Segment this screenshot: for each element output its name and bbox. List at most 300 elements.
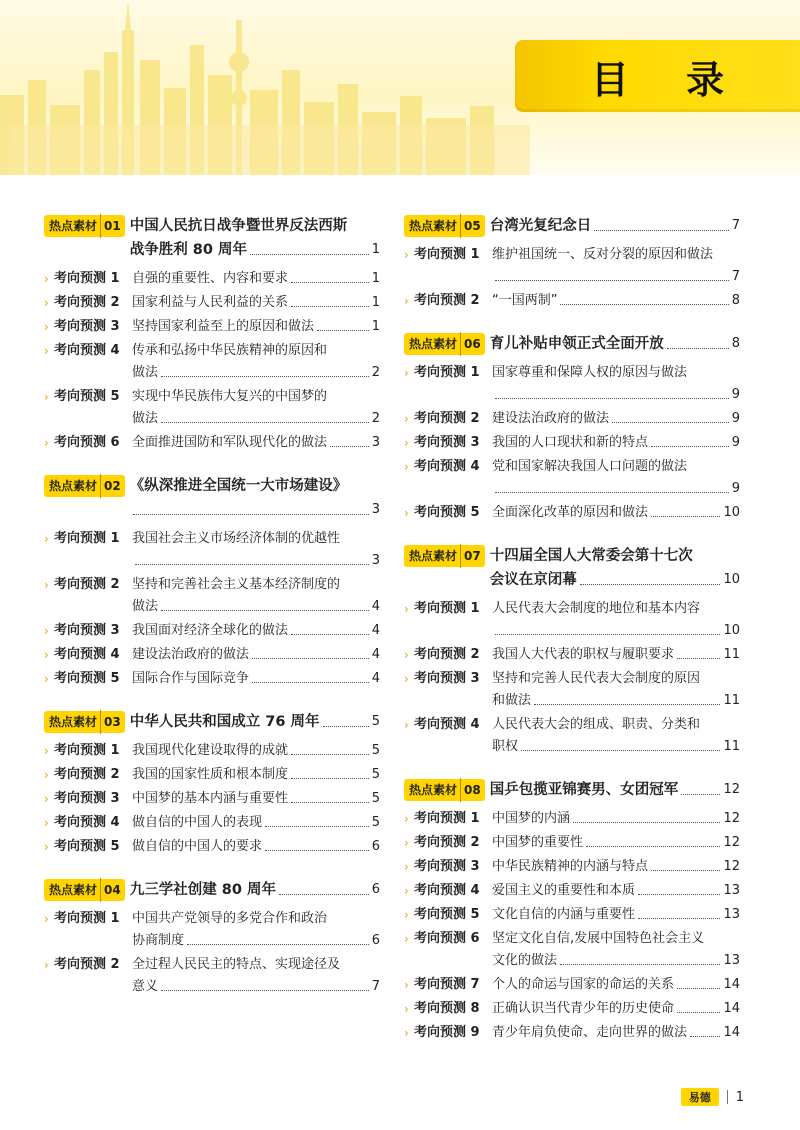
exam-forecast-topic [492,904,740,926]
dot-leader [187,944,369,945]
exam-forecast-text: 个人的命运与国家的命运的关系 [492,977,675,992]
hot-topic-entry[interactable] [404,778,740,802]
exam-forecast-item[interactable] [44,644,380,666]
toc-section [44,710,380,858]
dot-leader [495,280,729,281]
hot-topic-title [490,778,740,802]
exam-forecast-text: 文化自信的内涵与重要性 [492,907,636,922]
exam-forecast-text: 文化的做法 [492,953,558,968]
exam-forecast-text: 做自信的中国人的要求 [132,839,263,854]
exam-forecast-item[interactable] [44,574,380,618]
bullet-icon: › [44,912,49,926]
bullet-icon: › [44,744,49,758]
exam-forecast-topic [132,316,380,338]
exam-forecast-line [492,736,740,758]
hot-topic-title-text: 十四届全国人大常委会第十七次 [489,548,693,564]
exam-forecast-item[interactable] [404,714,740,758]
exam-forecast-topic [132,764,380,786]
page-ref: 3 [371,435,380,450]
hot-topic-tag-label: 热点素材 [409,549,458,563]
exam-forecast-item[interactable] [404,456,740,500]
page-ref: 4 [371,623,380,638]
dot-leader [560,304,728,305]
page-ref: 8 [731,293,740,308]
exam-forecast-line [132,432,380,454]
exam-forecast-line [132,788,380,810]
dot-leader [534,704,720,705]
exam-forecast-text: 坚持和完善社会主义基本经济制度的 [132,577,341,592]
exam-forecast-label: 考向预测 4 [414,717,480,732]
exam-forecast-line [132,292,380,314]
page-ref: 7 [731,218,740,233]
exam-forecast-line [492,456,740,478]
exam-forecast-text: 青少年肩负使命、走向世界的做法 [492,1025,688,1040]
title-banner [515,40,800,112]
exam-forecast-label: 考向预测 2 [414,293,480,308]
page-ref: 5 [371,815,380,830]
bullet-icon: › [44,768,49,782]
exam-forecast-line [132,954,380,976]
bullet-icon: › [404,932,409,946]
hot-topic-title-text: 台湾光复纪念日 [489,218,592,234]
exam-forecast-topic [132,340,380,384]
page-ref: 5 [371,743,380,758]
exam-forecast-topic [132,668,380,690]
exam-forecast-item[interactable] [404,808,740,830]
exam-forecast-text: 做法 [132,599,159,614]
exam-forecast-topic [492,290,740,312]
exam-forecast-line [492,384,740,406]
page-ref: 7 [371,979,380,994]
hot-topic-entry[interactable] [44,878,380,902]
exam-forecast-label: 考向预测 5 [54,839,120,854]
dot-leader [638,894,720,895]
hot-topic-title [490,332,740,356]
exam-forecast-item[interactable] [404,408,740,430]
hot-topic-entry[interactable] [404,214,740,238]
hot-topic-entry[interactable] [404,544,740,592]
exam-forecast-line [492,432,740,454]
page-ref: 14 [723,1025,740,1040]
hot-topic-number: 06 [460,332,481,356]
exam-forecast-label: 考向预测 5 [54,389,120,404]
page-ref: 7 [731,269,740,284]
hot-topic-title-line [490,332,740,356]
exam-forecast-line [492,362,740,384]
exam-forecast-topic [492,456,740,500]
exam-forecast-text: 建设法治政府的做法 [132,647,250,662]
exam-forecast-item[interactable] [44,340,380,384]
exam-forecast-item[interactable] [404,998,740,1020]
hot-topic-title-text: 中华人民共和国成立 76 周年 [129,714,320,730]
page-ref: 2 [371,411,380,426]
exam-forecast-line [132,812,380,834]
page-ref: 9 [731,387,740,402]
bullet-icon: › [44,390,49,404]
exam-forecast-label: 考向预测 7 [414,977,480,992]
exam-forecast-item[interactable] [44,386,380,430]
hot-topic-tag [404,215,485,237]
bullet-icon: › [44,624,49,638]
exam-forecast-text: 职权 [492,739,519,754]
page-ref: 13 [723,953,740,968]
exam-forecast-text: 做法 [132,411,159,426]
hot-topic-title-line [130,214,380,238]
dot-leader [323,726,369,727]
hot-topic-tag-label: 热点素材 [409,219,458,233]
hot-topic-title-text: 中国人民抗日战争暨世界反法西斯 [129,218,348,234]
exam-forecast-topic [132,432,380,454]
exam-forecast-text: 坚定文化自信,发展中国特色社会主义 [492,931,705,946]
exam-forecast-label: 考向预测 2 [54,957,120,972]
exam-forecast-label: 考向预测 2 [414,835,480,850]
bullet-icon: › [44,436,49,450]
exam-forecast-label: 考向预测 3 [414,671,480,686]
bullet-icon: › [44,272,49,286]
toc-section [44,878,380,998]
page-ref: 2 [371,365,380,380]
exam-forecast-topic [132,528,380,572]
hot-topic-title [490,544,740,592]
exam-forecast-topic [132,908,380,952]
exam-forecast-list [404,808,740,1044]
exam-forecast-text: 建设法治政府的做法 [492,411,610,426]
exam-forecast-topic [492,714,740,758]
exam-forecast-item[interactable] [404,1022,740,1044]
exam-forecast-item[interactable] [404,904,740,926]
hot-topic-title-text: 国乒包揽亚锦赛男、女团冠军 [489,782,679,798]
dot-leader [638,918,720,919]
exam-forecast-topic [492,502,740,524]
exam-forecast-label: 考向预测 4 [54,647,120,662]
exam-forecast-line [132,836,380,858]
exam-forecast-text: 人民代表大会的组成、职责、分类和 [492,717,701,732]
exam-forecast-topic [132,292,380,314]
exam-forecast-item[interactable] [404,598,740,642]
page-number: 1 [735,1089,744,1105]
bullet-icon: › [404,506,409,520]
exam-forecast-item[interactable] [404,974,740,996]
hot-topic-number: 03 [100,710,121,734]
exam-forecast-list [404,362,740,524]
exam-forecast-topic [492,808,740,830]
exam-forecast-text: 国家尊重和保障人权的原因与做法 [492,365,688,380]
exam-forecast-line [492,832,740,854]
dot-leader [133,514,369,515]
exam-forecast-item[interactable] [44,528,380,572]
page-ref: 14 [723,1001,740,1016]
exam-forecast-label: 考向预测 1 [414,247,480,262]
page-ref: 12 [723,835,740,850]
exam-forecast-line [132,764,380,786]
exam-forecast-item[interactable] [404,856,740,878]
bullet-icon: › [404,860,409,874]
exam-forecast-item[interactable] [44,316,380,338]
exam-forecast-line [492,620,740,642]
exam-forecast-label: 考向预测 9 [414,1025,480,1040]
exam-forecast-label: 考向预测 1 [54,531,120,546]
exam-forecast-text: 全面推进国防和军队现代化的做法 [132,435,328,450]
toc-section [404,544,740,758]
exam-forecast-item[interactable] [44,432,380,454]
page-ref: 11 [723,647,740,662]
exam-forecast-label: 考向预测 5 [54,671,120,686]
exam-forecast-text: 我国面对经济全球化的做法 [132,623,289,638]
toc-section [404,778,740,1044]
page-ref: 10 [723,572,740,587]
exam-forecast-label: 考向预测 1 [414,811,480,826]
exam-forecast-item[interactable] [44,668,380,690]
dot-leader [252,658,369,659]
hot-topic-tag-label: 热点素材 [49,883,98,897]
exam-forecast-text: 国家利益与人民利益的关系 [132,295,289,310]
page-ref: 9 [731,481,740,496]
exam-forecast-text: 坚持和完善人民代表大会制度的原因 [492,671,701,686]
dot-leader [265,850,369,851]
hot-topic-number: 04 [100,878,121,902]
dot-leader [161,422,369,423]
exam-forecast-label: 考向预测 5 [414,505,480,520]
hot-topic-title [130,878,380,902]
exam-forecast-item[interactable] [44,788,380,810]
bullet-icon: › [404,412,409,426]
dot-leader [161,376,369,377]
dot-leader [560,964,720,965]
hot-topic-title [490,214,740,238]
dot-leader [495,398,729,399]
exam-forecast-topic [492,668,740,712]
exam-forecast-line [492,950,740,972]
exam-forecast-text: 实现中华民族伟大复兴的中国梦的 [132,389,328,404]
bullet-icon: › [404,648,409,662]
exam-forecast-topic [492,408,740,430]
exam-forecast-line [492,904,740,926]
hot-topic-title-text: 《纵深推进全国统一大市场建设》 [129,478,348,494]
exam-forecast-text: 意义 [132,979,159,994]
exam-forecast-list [44,268,380,454]
exam-forecast-item[interactable] [404,244,740,288]
exam-forecast-topic [132,836,380,858]
dot-leader [161,990,369,991]
exam-forecast-topic [492,1022,740,1044]
exam-forecast-label: 考向预测 3 [414,435,480,450]
exam-forecast-item[interactable] [44,954,380,998]
exam-forecast-label: 考向预测 2 [54,295,120,310]
hot-topic-entry[interactable] [44,474,380,522]
bullet-icon: › [44,296,49,310]
exam-forecast-line [132,740,380,762]
hot-topic-entry[interactable] [44,710,380,734]
page-ref: 1 [371,295,380,310]
dot-leader [279,894,369,895]
exam-forecast-text: 爱国主义的重要性和本质 [492,883,636,898]
exam-forecast-line [132,550,380,572]
exam-forecast-label: 考向预测 1 [414,601,480,616]
footer-divider [727,1090,728,1104]
dot-leader [291,634,369,635]
bullet-icon: › [404,460,409,474]
exam-forecast-text: 做法 [132,365,159,380]
exam-forecast-line [492,266,740,288]
exam-forecast-text: “一国两制” [492,293,558,308]
exam-forecast-line [492,290,740,312]
exam-forecast-line [132,268,380,290]
exam-forecast-text: 我国社会主义市场经济体制的优越性 [132,531,341,546]
exam-forecast-text: 我国的国家性质和根本制度 [132,767,289,782]
bullet-icon: › [404,436,409,450]
hot-topic-tag-label: 热点素材 [49,715,98,729]
exam-forecast-text: 我国的人口现状和新的特点 [492,435,649,450]
exam-forecast-text: 中国梦的基本内涵与重要性 [132,791,289,806]
page-ref: 5 [371,767,380,782]
exam-forecast-list [44,740,380,858]
exam-forecast-item[interactable] [44,268,380,290]
exam-forecast-text: 我国现代化建设取得的成就 [132,743,289,758]
page-ref: 8 [731,336,740,351]
exam-forecast-item[interactable] [44,908,380,952]
exam-forecast-line [492,714,740,736]
exam-forecast-label: 考向预测 3 [54,623,120,638]
exam-forecast-item[interactable] [404,644,740,666]
page-ref: 13 [723,907,740,922]
exam-forecast-line [132,668,380,690]
exam-forecast-topic [492,880,740,902]
exam-forecast-line [492,478,740,500]
dot-leader [495,492,729,493]
exam-forecast-text: 自强的重要性、内容和要求 [132,271,289,286]
exam-forecast-topic [492,928,740,972]
exam-forecast-line [132,644,380,666]
bullet-icon: › [404,1026,409,1040]
exam-forecast-item[interactable] [44,836,380,858]
exam-forecast-label: 考向预测 2 [414,647,480,662]
hot-topic-tag [404,333,485,355]
exam-forecast-topic [132,812,380,834]
dot-leader [681,794,720,795]
bullet-icon: › [44,344,49,358]
page-ref: 9 [731,411,740,426]
exam-forecast-item[interactable] [44,764,380,786]
exam-forecast-text: 人民代表大会制度的地位和基本内容 [492,601,701,616]
exam-forecast-item[interactable] [404,362,740,406]
exam-forecast-list [44,908,380,998]
exam-forecast-topic [132,620,380,642]
exam-forecast-topic [492,432,740,454]
exam-forecast-line [492,644,740,666]
bullet-icon: › [404,602,409,616]
bullet-icon: › [404,718,409,732]
exam-forecast-item[interactable] [44,620,380,642]
exam-forecast-item[interactable] [404,502,740,524]
bullet-icon: › [44,648,49,662]
exam-forecast-text: 做自信的中国人的表现 [132,815,263,830]
exam-forecast-text: 全面深化改革的原因和做法 [492,505,649,520]
exam-forecast-line [132,908,380,930]
exam-forecast-topic [492,998,740,1020]
hot-topic-tag-label: 热点素材 [49,479,98,493]
exam-forecast-line [132,620,380,642]
exam-forecast-text: 中国梦的内涵 [492,811,571,826]
exam-forecast-line [492,998,740,1020]
exam-forecast-item[interactable] [44,812,380,834]
exam-forecast-line [492,1022,740,1044]
exam-forecast-label: 考向预测 2 [54,577,120,592]
hot-topic-entry[interactable] [404,332,740,356]
exam-forecast-item[interactable] [404,832,740,854]
page-ref: 12 [723,811,740,826]
exam-forecast-line [132,408,380,430]
hot-topic-title-line [130,878,380,902]
dot-leader [612,422,729,423]
bullet-icon: › [44,958,49,972]
exam-forecast-label: 考向预测 1 [54,743,120,758]
toc-section [404,214,740,312]
exam-forecast-list [44,528,380,690]
exam-forecast-label: 考向预测 5 [414,907,480,922]
page-ref: 12 [723,782,740,797]
hot-topic-title-line [490,778,740,802]
exam-forecast-item[interactable] [44,292,380,314]
page-ref: 10 [723,623,740,638]
exam-forecast-text: 正确认识当代青少年的历史使命 [492,1001,675,1016]
hot-topic-entry[interactable] [44,214,380,262]
exam-forecast-line [132,340,380,362]
exam-forecast-item[interactable] [404,668,740,712]
exam-forecast-item[interactable] [404,928,740,972]
exam-forecast-topic [132,740,380,762]
dot-leader [677,988,720,989]
dot-leader [521,750,720,751]
bullet-icon: › [44,792,49,806]
dot-leader [651,870,720,871]
hot-topic-number: 01 [100,214,121,238]
hot-topic-title-text: 九三学社创建 80 周年 [129,882,276,898]
exam-forecast-text: 中国梦的重要性 [492,835,584,850]
exam-forecast-topic [132,644,380,666]
exam-forecast-list [404,244,740,312]
exam-forecast-topic [492,832,740,854]
dot-leader [291,282,369,283]
exam-forecast-line [492,808,740,830]
hot-topic-number: 02 [100,474,121,498]
page-ref: 13 [723,883,740,898]
dot-leader [161,610,369,611]
exam-forecast-line [492,928,740,950]
exam-forecast-label: 考向预测 1 [54,271,120,286]
exam-forecast-item[interactable] [44,740,380,762]
exam-forecast-list [404,598,740,758]
exam-forecast-line [132,362,380,384]
exam-forecast-text: 国际合作与国际竞争 [132,671,250,686]
exam-forecast-item[interactable] [404,880,740,902]
dot-leader [250,254,369,255]
dot-leader [651,516,720,517]
page-header [0,0,800,175]
page-ref: 1 [371,271,380,286]
exam-forecast-item[interactable] [404,290,740,312]
exam-forecast-label: 考向预测 4 [54,815,120,830]
page-ref: 10 [723,505,740,520]
dot-leader [573,822,720,823]
hot-topic-number: 08 [460,778,481,802]
hot-topic-tag [44,879,125,901]
bullet-icon: › [404,248,409,262]
exam-forecast-item[interactable] [404,432,740,454]
page-ref: 6 [371,933,380,948]
page-ref: 4 [371,671,380,686]
dot-leader [667,348,729,349]
exam-forecast-line [492,690,740,712]
